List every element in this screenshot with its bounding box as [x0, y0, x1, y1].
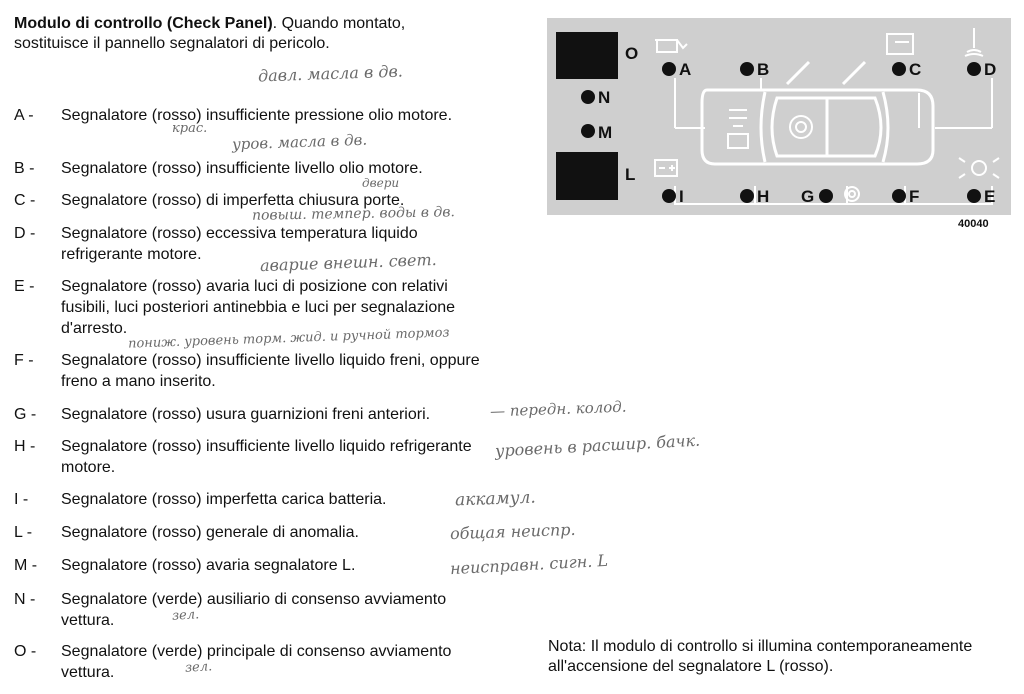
handwritten-note-f: пониж. уровень торм. жид. и ручной тормоз	[127, 325, 450, 352]
item-code: B -	[14, 160, 35, 177]
handwritten-note-g: — передн. колод.	[489, 397, 627, 421]
item-code: H -	[14, 438, 36, 455]
door-ajar-icon	[887, 34, 913, 54]
handwritten-note-m: неисправн. сигн. L	[449, 550, 609, 579]
label-o: O	[625, 44, 639, 63]
handwritten-note-d: повыш. темпер. воды в дв.	[251, 204, 455, 224]
check-panel-diagram	[547, 18, 1011, 215]
item-description: Segnalatore (rosso) insufficiente pressione olio motore.	[61, 107, 453, 124]
label-i: I	[679, 187, 684, 206]
item-code: G -	[14, 406, 37, 423]
item-description: Segnalatore (rosso) imperfetta carica batteria.	[61, 491, 387, 508]
indicator-dots	[581, 62, 981, 203]
item-description: Segnalatore (rosso) insufficiente livello olio motore.	[61, 160, 423, 177]
item-code: M -	[14, 557, 38, 574]
intro-paragraph	[14, 14, 484, 54]
dot-m	[581, 124, 595, 138]
coolant-level-icon	[729, 110, 747, 126]
dot-g	[819, 189, 833, 203]
label-a: A	[679, 60, 692, 79]
label-l: L	[625, 165, 636, 184]
item-description: Segnalatore (rosso) usura guarnizioni freni anteriori.	[61, 406, 431, 423]
label-c: C	[909, 60, 922, 79]
intro-text: . Quando montato, sostituisce il pannello segnalatori di pericolo.	[14, 15, 406, 52]
item-code: E -	[14, 278, 35, 295]
dot-e	[967, 189, 981, 203]
item-description: Segnalatore (verde) principale di consenso avviamento vettura.	[61, 643, 452, 681]
label-b: B	[757, 60, 770, 79]
label-m: M	[598, 123, 613, 142]
item-code: D -	[14, 225, 36, 242]
temperature-icon	[965, 28, 983, 56]
car-interior-symbols	[728, 110, 812, 148]
handwritten-note-b: уров. масла в дв.	[231, 130, 368, 154]
dot-b	[740, 62, 754, 76]
item-code: N -	[14, 591, 36, 608]
figure-number: 40040	[958, 218, 989, 230]
item-code: L -	[14, 524, 33, 541]
handwritten-note-c: двери	[362, 176, 400, 190]
dot-n	[581, 90, 595, 104]
indicator-square-o	[556, 32, 618, 79]
handwritten-note-e: аварие внешн. свет.	[259, 249, 437, 276]
item-code: F -	[14, 352, 34, 369]
item-description: Segnalatore (rosso) insufficiente livello liquido refrigerante motore.	[61, 438, 472, 476]
handwritten-note-a-red: крас.	[172, 121, 208, 136]
handwritten-note-n: зел.	[171, 607, 200, 624]
oil-can-icon	[655, 40, 687, 48]
item-code: I -	[14, 491, 29, 508]
dot-h	[740, 189, 754, 203]
label-n: N	[598, 88, 611, 107]
dot-f	[892, 189, 906, 203]
item-description: Segnalatore (rosso) di imperfetta chiusura porte.	[61, 192, 405, 209]
label-e: E	[984, 187, 996, 206]
item-description: Segnalatore (rosso) insufficiente livello liquido freni, oppure freno a mano inserito.	[61, 352, 480, 390]
item-description: Segnalatore (verde) ausiliario di consenso avviamento vettura.	[61, 591, 447, 629]
section-title: Modulo di controllo (Check Panel)	[14, 15, 273, 32]
fluid-reservoir-icon	[728, 134, 748, 148]
indicator-square-l	[556, 152, 618, 200]
label-f: F	[909, 187, 920, 206]
item-code: C -	[14, 192, 36, 209]
item-description: Segnalatore (rosso) generale di anomalia.	[61, 524, 359, 541]
item-description: Segnalatore (rosso) avaria segnalatore L.	[61, 557, 356, 574]
item-code: O -	[14, 643, 37, 660]
handwritten-note-o: зел.	[184, 659, 213, 676]
item-description: Segnalatore (rosso) avaria luci di posizione con relativi fusibili, luci posteriori antinebbia e luci per segnalazione d'arresto.	[61, 278, 456, 337]
dot-c	[892, 62, 906, 76]
label-g: G	[801, 187, 815, 206]
dot-i	[662, 189, 676, 203]
handwritten-note-l: общая неиспр.	[449, 519, 576, 544]
handwritten-note-a: давл. масла в дв.	[257, 61, 404, 86]
check-panel-svg	[547, 18, 1011, 215]
brake-symbol-icon	[790, 116, 812, 138]
handwritten-note-i: аккамул.	[454, 487, 537, 511]
label-d: D	[984, 60, 997, 79]
item-description: Segnalatore (rosso) eccessiva temperatura liquido refrigerante motore.	[61, 225, 418, 263]
dot-d	[967, 62, 981, 76]
footnote: Nota: Il modulo di controllo si illumina contemporaneamente all'accensione del segnalatore L (rosso).	[548, 638, 973, 675]
light-bulb-icon	[972, 161, 986, 175]
dot-a	[662, 62, 676, 76]
label-h: H	[757, 187, 770, 206]
handwritten-note-h: уровень в расшир. бачк.	[494, 430, 701, 461]
item-code: A -	[14, 107, 34, 124]
